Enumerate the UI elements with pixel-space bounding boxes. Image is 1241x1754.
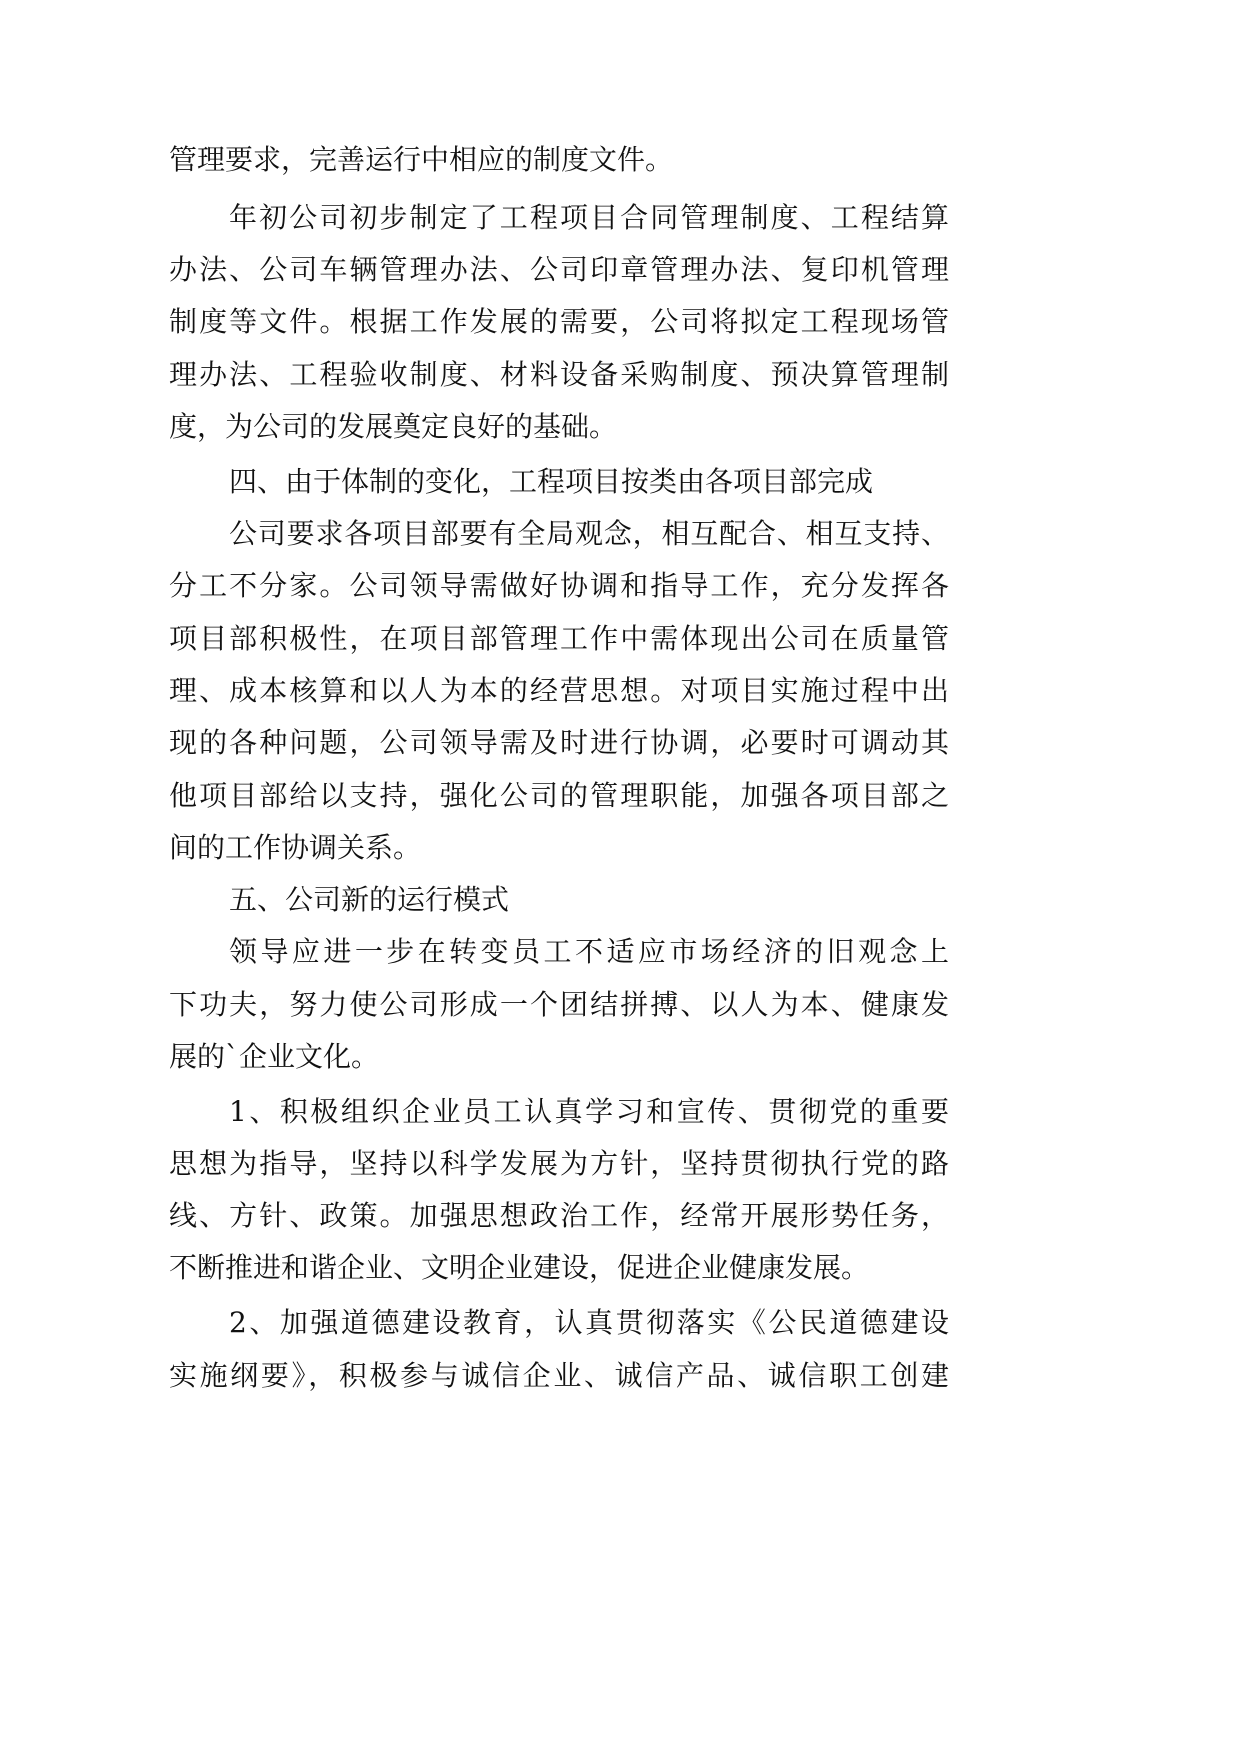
text-line: 项目部积极性，在项目部管理工作中需体现出公司在质量管 bbox=[169, 622, 949, 655]
text-line: 展的`企业文化。 bbox=[169, 1040, 380, 1073]
text-line: 理办法、工程验收制度、材料设备采购制度、预决算管理制 bbox=[169, 358, 949, 391]
text-line: 理、成本核算和以人为本的经营思想。对项目实施过程中出 bbox=[169, 674, 949, 707]
paragraph-first-line: 领导应进一步在转变员工不适应市场经济的旧观念上 bbox=[229, 935, 949, 968]
paragraph-first-line: 年初公司初步制定了工程项目合同管理制度、工程结算 bbox=[229, 201, 949, 234]
text-line: 分工不分家。公司领导需做好协调和指导工作，充分发挥各 bbox=[169, 569, 949, 602]
section-heading: 四、由于体制的变化，工程项目按类由各项目部完成 bbox=[229, 465, 874, 498]
paragraph-first-line: 2、加强道德建设教育，认真贯彻落实《公民道德建设 bbox=[229, 1306, 949, 1339]
text-line: 制度等文件。根据工作发展的需要，公司将拟定工程现场管 bbox=[169, 305, 949, 338]
text-line: 思想为指导，坚持以科学发展为方针，坚持贯彻执行党的路 bbox=[169, 1147, 949, 1180]
text-line: 下功夫，努力使公司形成一个团结拼搏、以人为本、健康发 bbox=[169, 988, 949, 1021]
text-line: 实施纲要》，积极参与诚信企业、诚信产品、诚信职工创建 bbox=[169, 1359, 949, 1392]
text-line: 现的各种问题，公司领导需及时进行协调，必要时可调动其 bbox=[169, 726, 949, 759]
paragraph-first-line: 1、积极组织企业员工认真学习和宣传、贯彻党的重要 bbox=[229, 1095, 949, 1128]
text-line: 不断推进和谐企业、文明企业建设，促进企业健康发展。 bbox=[169, 1251, 870, 1284]
text-line: 线、方针、政策。加强思想政治工作，经常开展形势任务， bbox=[169, 1199, 949, 1232]
section-heading: 五、公司新的运行模式 bbox=[229, 883, 510, 916]
text-line: 他项目部给以支持，强化公司的管理职能，加强各项目部之 bbox=[169, 779, 949, 812]
paragraph-first-line: 公司要求各项目部要有全局观念，相互配合、相互支持、 bbox=[229, 517, 949, 550]
text-line: 度，为公司的发展奠定良好的基础。 bbox=[169, 410, 618, 443]
text-line: 办法、公司车辆管理办法、公司印章管理办法、复印机管理 bbox=[169, 253, 949, 286]
text-line: 管理要求，完善运行中相应的制度文件。 bbox=[169, 143, 674, 176]
text-line: 间的工作协调关系。 bbox=[169, 831, 422, 864]
